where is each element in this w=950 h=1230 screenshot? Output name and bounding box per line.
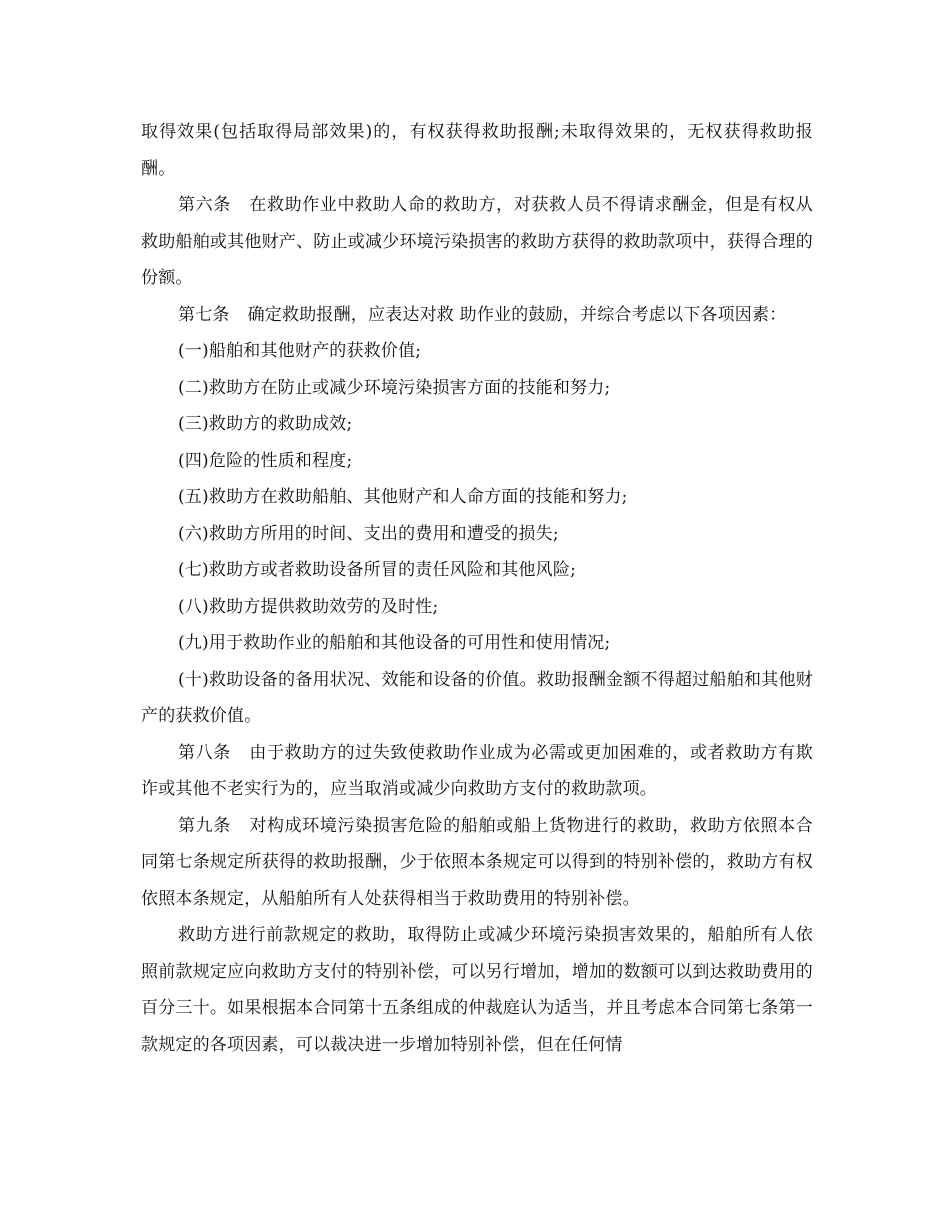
article-9-paragraph-2 [141, 917, 813, 1063]
paragraph-text: (二)救助方在防止或减少环境污染损害方面的技能和努力; [178, 377, 611, 398]
list-item [141, 552, 813, 589]
article-heading: 第九条 [178, 815, 231, 836]
paragraph-text: 由于救助方的过失致使救助作业成为必需或更加困难的，或者救助方有欺诈或其他不老实行为的，应当取消或减少向救助方支付的救助款项。 [141, 742, 813, 799]
paragraph-text: (九)用于救助作业的船舶和其他设备的可用性和使用情况; [178, 633, 611, 653]
paragraph-text: 对构成环境污染损害危险的船舶或船上货物进行的救助，救助方依照本合同第七条规定所获得的救助报酬，少于依照本条规定可以得到的特别补偿的，救助方有权依照本条规定，从船舶所有人处获得相当于救助费用的特别补偿。 [141, 815, 813, 909]
paragraph-text: (十)救助设备的备用状况、效能和设备的价值。救助报酬金额不得超过船舶和其他财产的获救价值。 [141, 669, 813, 726]
article-heading: 第八条 [178, 742, 231, 763]
list-item [141, 662, 813, 735]
list-item [141, 625, 813, 662]
paragraph-text: 救助方进行前款规定的救助，取得防止或减少环境污染损害效果的，船舶所有人依照前款规定应向救助方支付的特别补偿，可以另行增加，增加的数额可以到达救助费用的百分三十。如果根据本合同第十五条组成的仲裁庭认为适当，并且考虑本合同第七条第一款规定的各项因素，可以裁决进一步增加特别补偿，但在任何情 [141, 925, 813, 1055]
article-heading: 第六条 [178, 195, 231, 215]
article-heading: 第七条 [178, 304, 230, 325]
paragraph-text: (七)救助方或者救助设备所冒的责任风险和其他风险; [178, 560, 576, 580]
list-item [141, 479, 813, 516]
paragraph-text: (六)救助方所用的时间、支出的费用和遭受的损失; [178, 523, 559, 544]
paragraph-continuation [141, 114, 813, 187]
paragraph-text: (一)船舶和其他财产的获救价值; [178, 341, 422, 361]
list-item [141, 443, 813, 480]
list-item [141, 333, 813, 370]
list-item [141, 589, 813, 626]
list-item [141, 406, 813, 443]
paragraph-text: (五)救助方在救助船舶、其他财产和人命方面的技能和努力; [178, 487, 628, 507]
paragraph-text: 确定救助报酬，应表达对救 助作业的鼓励，并综合考虑以下各项因素： [247, 304, 787, 325]
paragraph-text: 在救助作业中救助人命的救助方，对获救人员不得请求酬金，但是有权从救助船舶或其他财产、防止或减少环境污染损害的救助方获得的救助款项中，获得合理的份额。 [141, 195, 813, 288]
article-8 [141, 735, 813, 808]
list-item [141, 370, 813, 407]
paragraph-text: (八)救助方提供救助效劳的及时性; [178, 596, 439, 617]
list-item [141, 516, 813, 553]
article-9 [141, 808, 813, 918]
article-6 [141, 187, 813, 297]
document-page [141, 114, 813, 1063]
article-7 [141, 297, 813, 334]
paragraph-text: 取得效果(包括取得局部效果)的，有权获得救助报酬;未取得效果的，无权获得救助报酬。 [141, 122, 813, 179]
paragraph-text: (三)救助方的救助成效; [178, 414, 353, 434]
paragraph-text: (四)危险的性质和程度; [178, 450, 353, 471]
